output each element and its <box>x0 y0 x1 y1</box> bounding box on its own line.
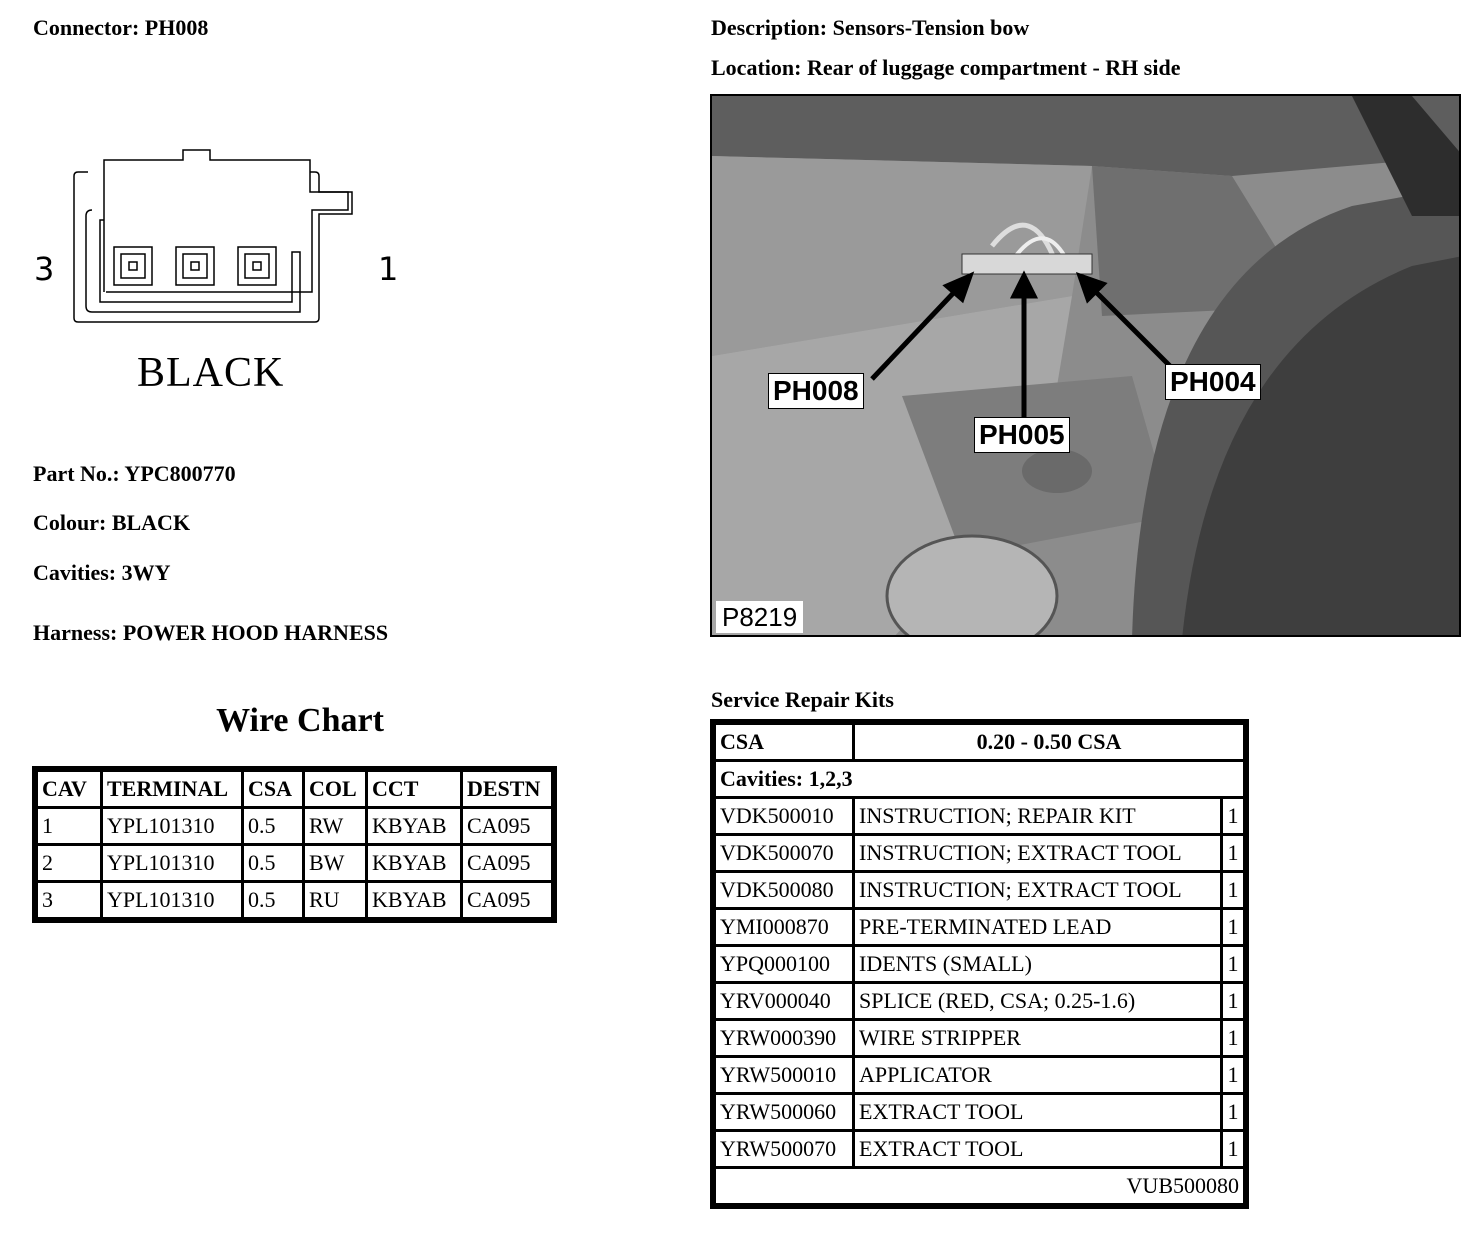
kit-part-number: YRW500060 <box>716 1095 852 1129</box>
cell-terminal: YPL101310 <box>103 883 241 917</box>
kit-part-number: YRW500070 <box>716 1132 852 1166</box>
table-row <box>716 1132 1243 1166</box>
wire-chart-table <box>32 766 557 923</box>
cell-terminal: YPL101310 <box>103 809 241 843</box>
kit-quantity: 1 <box>1223 984 1243 1018</box>
kit-quantity: 1 <box>1223 1095 1243 1129</box>
kit-description: EXTRACT TOOL <box>855 1095 1220 1129</box>
cell-destn: CA095 <box>463 809 551 843</box>
kit-part-number: YRW500010 <box>716 1058 852 1092</box>
table-row <box>716 873 1243 907</box>
kit-quantity: 1 <box>1223 836 1243 870</box>
cavity-2 <box>176 247 214 285</box>
callout-ph004: PH004 <box>1165 364 1261 400</box>
kit-part-number: VDK500080 <box>716 873 852 907</box>
cell-col: RW <box>305 809 365 843</box>
table-row <box>716 799 1243 833</box>
kit-part-number: VDK500010 <box>716 799 852 833</box>
header-cct: CCT <box>368 772 460 806</box>
csa-row <box>716 725 1243 759</box>
header-col: COL <box>305 772 365 806</box>
table-row <box>716 1021 1243 1055</box>
connector-label: Connector: PH008 <box>33 15 209 40</box>
callout-ph008: PH008 <box>768 373 864 409</box>
kit-description: APPLICATOR <box>855 1058 1220 1092</box>
csa-value: 0.20 - 0.50 CSA <box>855 725 1243 759</box>
cell-destn: CA095 <box>463 846 551 880</box>
cavity-3 <box>114 247 152 285</box>
kit-quantity: 1 <box>1223 1132 1243 1166</box>
kit-code: VUB500080 <box>716 1169 1243 1203</box>
cavity-number-right: 1 <box>378 250 399 288</box>
photo-id: P8219 <box>716 601 803 633</box>
location-label: Location: Rear of luggage compartment - RH side <box>711 55 1181 80</box>
table-row <box>38 883 551 917</box>
kit-description: EXTRACT TOOL <box>855 1132 1220 1166</box>
table-row <box>716 1058 1243 1092</box>
kit-description: INSTRUCTION; EXTRACT TOOL <box>855 836 1220 870</box>
cell-csa: 0.5 <box>244 883 302 917</box>
table-row <box>716 984 1243 1018</box>
header-terminal: TERMINAL <box>103 772 241 806</box>
wire-chart-title: Wire Chart <box>216 702 384 739</box>
description-label: Description: Sensors-Tension bow <box>711 15 1030 40</box>
kit-part-number: YRV000040 <box>716 984 852 1018</box>
kit-code-row <box>716 1169 1243 1203</box>
cell-cct: KBYAB <box>368 883 460 917</box>
cavity-number-left: 3 <box>34 250 55 288</box>
kit-quantity: 1 <box>1223 910 1243 944</box>
kit-part-number: VDK500070 <box>716 836 852 870</box>
kit-part-number: YPQ000100 <box>716 947 852 981</box>
table-row <box>38 846 551 880</box>
table-row <box>716 910 1243 944</box>
callout-ph005: PH005 <box>974 417 1070 453</box>
kit-description: INSTRUCTION; EXTRACT TOOL <box>855 873 1220 907</box>
colour: Colour: BLACK <box>33 510 191 535</box>
kit-quantity: 1 <box>1223 1058 1243 1092</box>
kit-description: PRE-TERMINATED LEAD <box>855 910 1220 944</box>
cavities-row <box>716 762 1243 796</box>
location-photo <box>710 94 1461 637</box>
cell-csa: 0.5 <box>244 809 302 843</box>
photo-illustration <box>712 96 1461 637</box>
header-cav: CAV <box>38 772 100 806</box>
table-row <box>716 947 1243 981</box>
part-number: Part No.: YPC800770 <box>33 461 236 486</box>
kit-cavities: Cavities: 1,2,3 <box>716 762 1243 796</box>
cell-terminal: YPL101310 <box>103 846 241 880</box>
service-kits-table <box>710 719 1249 1209</box>
header-destn: DESTN <box>463 772 551 806</box>
kit-description: SPLICE (RED, CSA; 0.25-1.6) <box>855 984 1220 1018</box>
cell-cct: KBYAB <box>368 846 460 880</box>
header-csa: CSA <box>244 772 302 806</box>
cavities: Cavities: 3WY <box>33 560 171 585</box>
table-header-row <box>38 772 551 806</box>
cell-cav: 1 <box>38 809 100 843</box>
cell-cct: KBYAB <box>368 809 460 843</box>
kit-quantity: 1 <box>1223 1021 1243 1055</box>
kit-part-number: YMI000870 <box>716 910 852 944</box>
service-kits-title: Service Repair Kits <box>711 687 894 712</box>
kit-quantity: 1 <box>1223 873 1243 907</box>
cavity-1 <box>238 247 276 285</box>
harness: Harness: POWER HOOD HARNESS <box>33 620 389 645</box>
cell-cav: 3 <box>38 883 100 917</box>
cell-col: BW <box>305 846 365 880</box>
table-row <box>38 809 551 843</box>
kit-quantity: 1 <box>1223 947 1243 981</box>
kit-description: IDENTS (SMALL) <box>855 947 1220 981</box>
cell-cav: 2 <box>38 846 100 880</box>
table-row <box>716 836 1243 870</box>
connector-diagram <box>30 140 410 400</box>
cell-csa: 0.5 <box>244 846 302 880</box>
kit-quantity: 1 <box>1223 799 1243 833</box>
table-row <box>716 1095 1243 1129</box>
connector-colour-text: BLACK <box>137 350 285 396</box>
kit-description: INSTRUCTION; REPAIR KIT <box>855 799 1220 833</box>
cell-col: RU <box>305 883 365 917</box>
csa-label: CSA <box>716 725 852 759</box>
kit-description: WIRE STRIPPER <box>855 1021 1220 1055</box>
kit-part-number: YRW000390 <box>716 1021 852 1055</box>
cell-destn: CA095 <box>463 883 551 917</box>
